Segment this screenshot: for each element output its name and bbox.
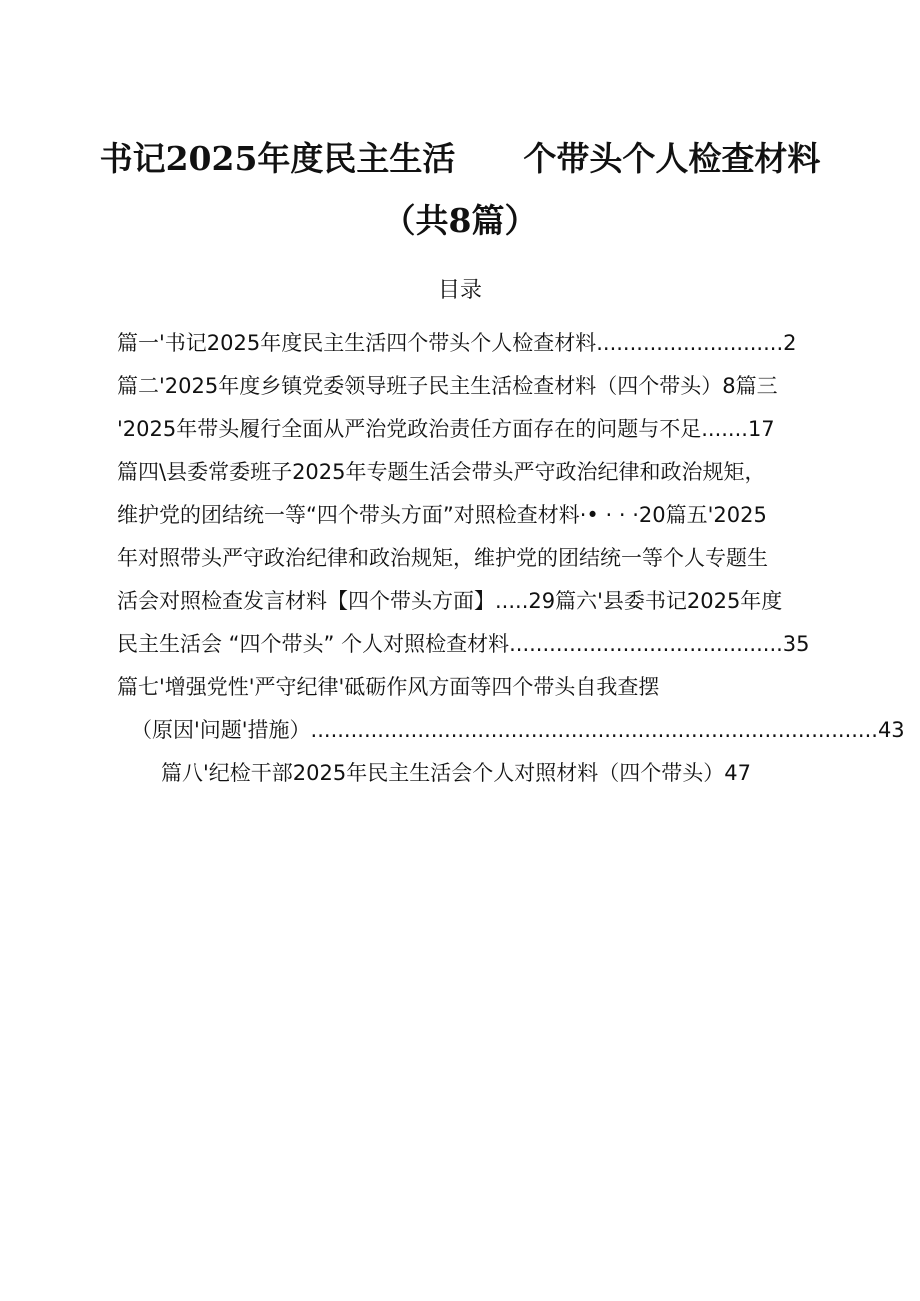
title-part-2: 个带头个人检查材料 (523, 139, 821, 178)
toc-line-9 (117, 666, 847, 709)
toc-line-6 (117, 537, 847, 580)
toc-line-4 (117, 451, 847, 494)
toc-heading: 目录 (437, 278, 482, 303)
toc-line-7 (117, 580, 847, 623)
toc-entry-text: 年对照带头严守政治纪律和政治规矩，维护党的团结统一等个人专题生 (117, 546, 768, 570)
toc-entry-text: （原因'问题'措施）.....................................................................................43 (131, 718, 905, 742)
document-title (0, 128, 920, 252)
toc-entry-text: 篇八'纪检干部2025年民主生活会个人对照材料（四个带头）47 (161, 761, 751, 785)
toc-entry-text: 民主生活会 “四个带头” 个人对照检查材料.........................................35 (117, 632, 810, 656)
toc-entry-text: 篇一'书记2025年度民主生活四个带头个人检查材料............................2 (117, 331, 797, 355)
title-line-1 (0, 128, 920, 190)
toc-line-10 (117, 709, 905, 752)
table-of-contents (117, 322, 905, 795)
toc-entry-text: 维护党的团结统一等“四个带头方面”对照检查材料·• · · ·20篇五'2025 (117, 503, 767, 527)
title-line-2: （共8篇） (382, 201, 538, 240)
toc-entry-text: 篇七'增强党性'严守纪律'砥砺作风方面等四个带头自我查摆 (117, 675, 660, 699)
toc-line-1 (117, 322, 847, 365)
title-part-1: 书记2025年度民主生活 (99, 139, 456, 178)
toc-line-11 (117, 752, 847, 795)
toc-entry-text: '2025年带头履行全面从严治党政治责任方面存在的问题与不足.......17 (117, 417, 775, 441)
toc-line-2 (117, 365, 847, 408)
toc-entry-text: 篇二'2025年度乡镇党委领导班子民主生活检查材料（四个带头）8篇三 (117, 374, 778, 398)
toc-line-5 (117, 494, 847, 537)
toc-entry-text: 活会对照检查发言材料【四个带头方面】.....29篇六'县委书记2025年度 (117, 589, 783, 613)
toc-line-3 (117, 408, 847, 451)
toc-entry-text: 篇四\县委常委班子2025年专题生活会带头严守政治纪律和政治规矩， (117, 460, 766, 484)
toc-line-8 (117, 623, 847, 666)
